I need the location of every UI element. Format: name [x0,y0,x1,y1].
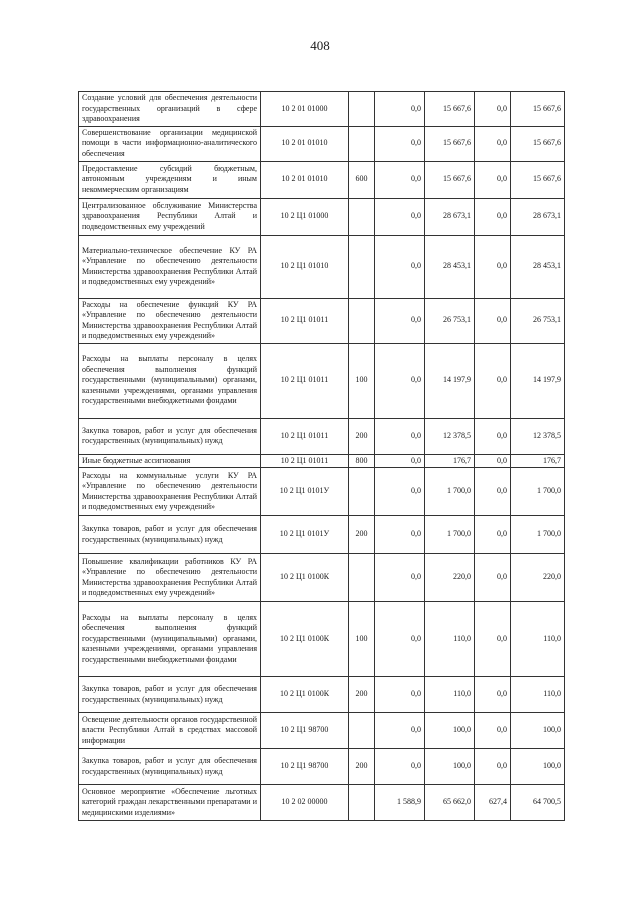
row-name: Расходы на выплаты персоналу в целях обеспечения выполнения функций государственными (муниципальными) органами, казенными учреждениями, органами управления государственными внебюджетными фондами [79,602,261,677]
row-name: Совершенствование организации медицинской помощи в части информационно-аналитического обеспечения [79,126,261,161]
row-value-3: 0,0 [475,298,511,343]
row-code: 10 2 Ц1 01011 [261,298,349,343]
row-value-2: 110,0 [425,677,475,713]
row-expense-type [349,713,375,749]
row-code: 10 2 Ц1 0101У [261,468,349,516]
row-value-2: 100,0 [425,713,475,749]
table-row [79,92,565,127]
row-name: Закупка товаров, работ и услуг для обеспечения государственных (муниципальных) нужд [79,516,261,554]
row-value-4: 220,0 [511,554,565,602]
row-expense-type: 600 [349,161,375,198]
row-value-1: 0,0 [375,468,425,516]
row-value-2: 65 662,0 [425,785,475,821]
row-code: 10 2 Ц1 0100К [261,554,349,602]
row-code: 10 2 Ц1 01011 [261,343,349,418]
row-expense-type: 100 [349,602,375,677]
row-name: Закупка товаров, работ и услуг для обеспечения государственных (муниципальных) нужд [79,749,261,785]
row-expense-type [349,92,375,127]
row-value-4: 28 673,1 [511,198,565,235]
row-value-1: 0,0 [375,554,425,602]
row-value-2: 176,7 [425,454,475,468]
row-code: 10 2 Ц1 0101У [261,516,349,554]
row-code: 10 2 Ц1 98700 [261,749,349,785]
row-expense-type: 200 [349,677,375,713]
row-value-1: 0,0 [375,713,425,749]
row-code: 10 2 01 01000 [261,92,349,127]
table-row [79,343,565,418]
page-number: 408 [310,38,330,53]
row-value-4: 15 667,6 [511,126,565,161]
row-value-3: 627,4 [475,785,511,821]
row-name: Освещение деятельности органов государственной власти Республики Алтай в средствах массовой информации [79,713,261,749]
table-row [79,298,565,343]
row-value-3: 0,0 [475,161,511,198]
row-value-3: 0,0 [475,602,511,677]
row-value-3: 0,0 [475,418,511,454]
table-row [79,235,565,298]
row-code: 10 2 Ц1 0100К [261,677,349,713]
table-row [79,785,565,821]
row-name: Создание условий для обеспечения деятельности государственных организаций в сфере здравоохранения [79,92,261,127]
row-value-4: 110,0 [511,602,565,677]
row-value-1: 0,0 [375,198,425,235]
row-value-1: 0,0 [375,92,425,127]
row-code: 10 2 01 01010 [261,161,349,198]
row-name: Основное мероприятие «Обеспечение льготных категорий граждан лекарственными препаратами и медицинскими изделиями» [79,785,261,821]
row-expense-type [349,468,375,516]
row-value-3: 0,0 [475,198,511,235]
row-expense-type: 200 [349,749,375,785]
row-expense-type: 200 [349,418,375,454]
row-code: 10 2 Ц1 0100К [261,602,349,677]
row-value-3: 0,0 [475,749,511,785]
row-expense-type [349,235,375,298]
row-expense-type [349,554,375,602]
row-value-4: 100,0 [511,713,565,749]
row-value-3: 0,0 [475,454,511,468]
row-value-4: 64 700,5 [511,785,565,821]
table-row [79,198,565,235]
table-row [79,713,565,749]
table-row [79,454,565,468]
row-code: 10 2 02 00000 [261,785,349,821]
table-row [79,554,565,602]
table-row [79,126,565,161]
row-name: Закупка товаров, работ и услуг для обеспечения государственных (муниципальных) нужд [79,677,261,713]
row-expense-type [349,785,375,821]
row-value-3: 0,0 [475,126,511,161]
table-row [79,468,565,516]
row-name: Предоставление субсидий бюджетным, автономным учреждениям и иным некоммерческим организациям [79,161,261,198]
row-value-1: 0,0 [375,602,425,677]
row-value-2: 100,0 [425,749,475,785]
row-value-4: 1 700,0 [511,468,565,516]
row-value-4: 14 197,9 [511,343,565,418]
table-row [79,749,565,785]
row-code: 10 2 Ц1 98700 [261,713,349,749]
row-value-4: 26 753,1 [511,298,565,343]
row-expense-type: 100 [349,343,375,418]
row-value-2: 26 753,1 [425,298,475,343]
row-value-3: 0,0 [475,468,511,516]
row-expense-type [349,298,375,343]
table-row [79,602,565,677]
row-value-4: 15 667,6 [511,161,565,198]
row-value-1: 0,0 [375,516,425,554]
row-expense-type [349,198,375,235]
row-name: Расходы на коммунальные услуги КУ РА «Управление по обеспечению деятельности Министерства здравоохранения Республики Алтай и подведомственных ему учреждений» [79,468,261,516]
row-value-1: 1 588,9 [375,785,425,821]
row-value-4: 12 378,5 [511,418,565,454]
row-code: 10 2 Ц1 01010 [261,235,349,298]
row-value-2: 110,0 [425,602,475,677]
row-code: 10 2 Ц1 01011 [261,454,349,468]
row-expense-type: 200 [349,516,375,554]
row-name: Расходы на обеспечение функций КУ РА «Управление по обеспечению деятельности Министерства здравоохранения Республики Алтай и подведомственных ему учреждений» [79,298,261,343]
row-value-3: 0,0 [475,554,511,602]
row-value-2: 15 667,6 [425,126,475,161]
table-row [79,516,565,554]
row-value-2: 14 197,9 [425,343,475,418]
row-name: Расходы на выплаты персоналу в целях обеспечения выполнения функций государственными (муниципальными) органами, казенными учреждениями, органами управления государственными внебюджетными фондами [79,343,261,418]
row-name: Повышение квалификации работников КУ РА «Управление по обеспечению деятельности Министерства здравоохранения Республики Алтай и подведомственных ему учреждений» [79,554,261,602]
row-value-4: 1 700,0 [511,516,565,554]
row-value-1: 0,0 [375,161,425,198]
row-value-1: 0,0 [375,677,425,713]
row-value-3: 0,0 [475,516,511,554]
row-value-2: 15 667,6 [425,92,475,127]
row-name: Материально-техническое обеспечение КУ РА «Управление по обеспечению деятельности Министерства здравоохранения Республики Алтай и подведомственных ему учреждений» [79,235,261,298]
row-value-2: 28 673,1 [425,198,475,235]
row-value-3: 0,0 [475,677,511,713]
row-value-1: 0,0 [375,749,425,785]
row-value-1: 0,0 [375,298,425,343]
row-value-2: 12 378,5 [425,418,475,454]
row-code: 10 2 01 01010 [261,126,349,161]
row-value-2: 1 700,0 [425,516,475,554]
row-name: Иные бюджетные ассигнования [79,454,261,468]
row-value-4: 176,7 [511,454,565,468]
row-value-3: 0,0 [475,343,511,418]
row-value-1: 0,0 [375,126,425,161]
row-value-1: 0,0 [375,235,425,298]
budget-table [78,91,565,821]
row-value-4: 28 453,1 [511,235,565,298]
row-value-2: 28 453,1 [425,235,475,298]
row-code: 10 2 Ц1 01000 [261,198,349,235]
row-value-4: 15 667,6 [511,92,565,127]
row-value-3: 0,0 [475,713,511,749]
table-row [79,161,565,198]
row-value-3: 0,0 [475,235,511,298]
table-row [79,677,565,713]
row-value-3: 0,0 [475,92,511,127]
row-value-1: 0,0 [375,454,425,468]
row-value-1: 0,0 [375,343,425,418]
row-value-2: 15 667,6 [425,161,475,198]
row-expense-type: 800 [349,454,375,468]
table-row [79,418,565,454]
row-value-2: 1 700,0 [425,468,475,516]
row-code: 10 2 Ц1 01011 [261,418,349,454]
row-expense-type [349,126,375,161]
row-value-1: 0,0 [375,418,425,454]
row-name: Централизованное обслуживание Министерства здравоохранения Республики Алтай и подведомственных ему учреждений [79,198,261,235]
row-value-4: 100,0 [511,749,565,785]
row-value-4: 110,0 [511,677,565,713]
row-value-2: 220,0 [425,554,475,602]
row-name: Закупка товаров, работ и услуг для обеспечения государственных (муниципальных) нужд [79,418,261,454]
